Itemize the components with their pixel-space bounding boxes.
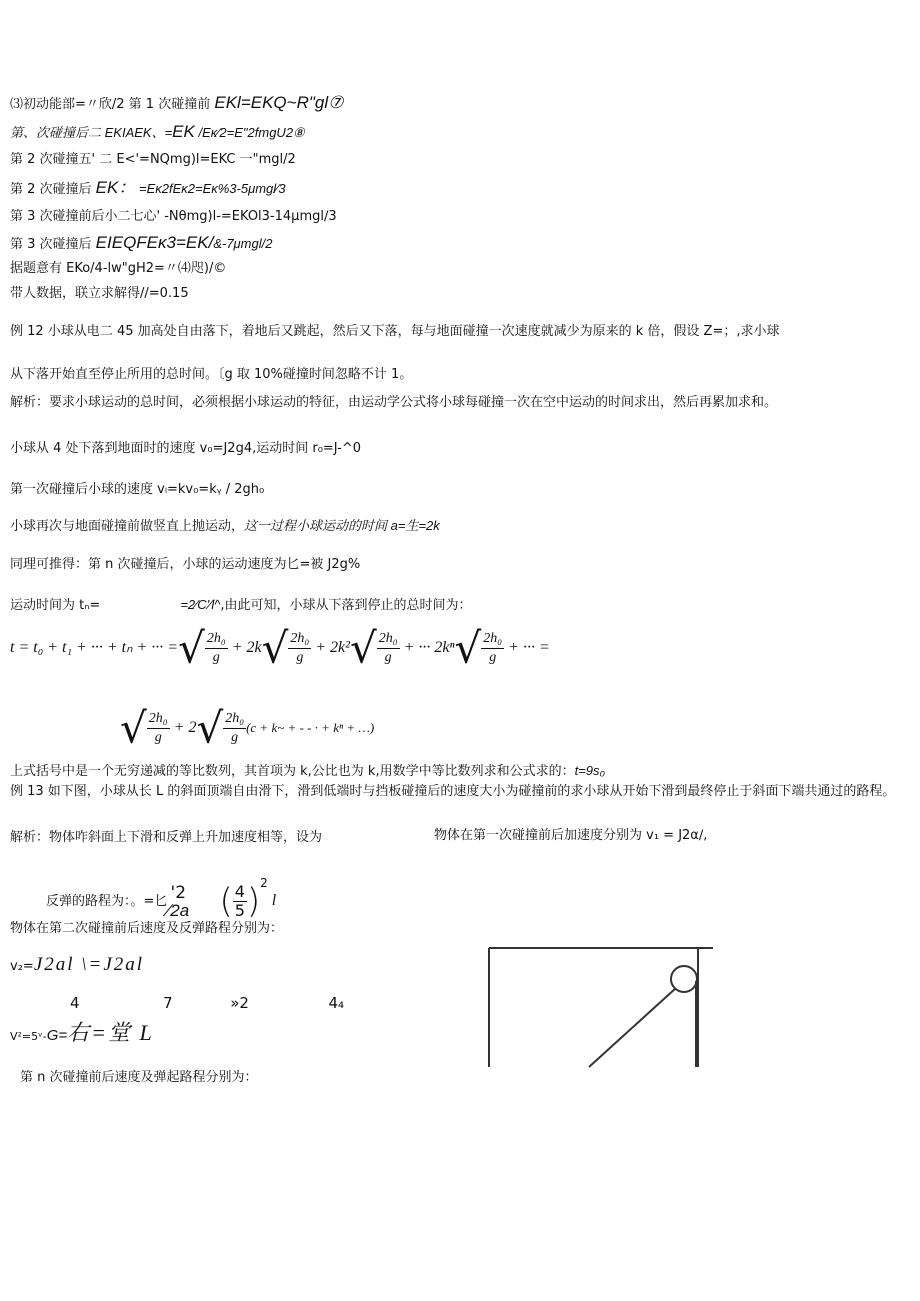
formula: 这一过程小球运动的时间 a=生=2k xyxy=(244,518,440,533)
formula: 右=堂 L xyxy=(67,1020,154,1045)
sqrt-icon: √ xyxy=(196,703,224,753)
text: ⑶初动能部=〃欣/2 第 1 次碰撞前 xyxy=(10,97,215,112)
v2-squared xyxy=(10,1020,154,1046)
formula: /Eκ∕2=E"2fmgU2⑧ xyxy=(194,125,305,140)
term: + 2k² xyxy=(315,639,350,656)
vertical-throw xyxy=(10,517,440,536)
line-energy-7: 据题意有 EKo/4-lw"gH2=〃⑷咫)/© xyxy=(10,261,227,276)
line-energy-3: 第 2 次碰撞五' 二 E<'=NQmg)l=EKC 一"mgl/2 xyxy=(10,152,296,167)
fraction xyxy=(481,630,504,667)
formula: EKl=EKQ~R"gl⑦ xyxy=(214,93,344,112)
number: 7 xyxy=(163,994,173,1012)
line-result: 带人数据，联立求解得//=0.15 xyxy=(10,286,189,301)
text: 第、次碰撞后二 EKIAEK、= xyxy=(10,125,173,140)
line-energy-1 xyxy=(10,94,343,114)
text: 第 2 次碰撞后 xyxy=(10,182,96,197)
geometric-series xyxy=(10,762,605,781)
rebound-distance xyxy=(46,858,276,927)
velocity-v0: 小球从 4 处下落到地面时的速度 v₀=J2g4,运动时间 r₀=J-^0 xyxy=(10,441,362,456)
nth-collision-path: 第 n 次碰撞前后速度及弹起路程分别为： xyxy=(20,1070,258,1085)
second-collision: 物体在第二次碰撞前后速度及反弹路程分别为： xyxy=(10,921,284,936)
sqrt-icon: √ xyxy=(178,623,205,673)
fraction xyxy=(288,630,311,667)
fraction xyxy=(377,630,400,667)
formula: =Eκ2fEκ2=Eκ%3-5μmgl∕3 xyxy=(135,181,286,196)
line-energy-6 xyxy=(10,234,272,254)
example-12-question-cont: 从下落开始直至停止所用的总时间。〔g 取 10%碰撞时间忽略不计 1。 xyxy=(10,367,413,382)
number: 4₄ xyxy=(328,994,345,1012)
sum-equation-2 xyxy=(120,700,374,756)
paren-right-icon: ) xyxy=(246,881,261,922)
text: 反弹的路程为：。=匕 xyxy=(46,894,168,909)
term: + 2 xyxy=(173,719,197,736)
text: 上式括号中是一个无穷递减的等比数列，其首项为 k,公比也为 k,用数学中等比数列求和公式求的： xyxy=(10,764,575,779)
fraction xyxy=(167,884,189,920)
numerator: 2h₀ xyxy=(377,630,400,649)
line-energy-4 xyxy=(10,179,286,199)
numerator: 2h₀ xyxy=(223,710,246,729)
number-row xyxy=(70,994,344,1012)
denominator: 5 xyxy=(234,901,245,920)
line-energy-2 xyxy=(10,123,305,143)
number: 4 xyxy=(70,994,80,1012)
sum-terms: t = t₀ + t₁ + ··· + tₙ + ··· = xyxy=(10,639,179,656)
v2-line xyxy=(10,956,144,976)
number: »2 xyxy=(230,994,249,1012)
denominator: g xyxy=(489,649,497,665)
fraction xyxy=(233,883,247,920)
formula: J2al \=J2al xyxy=(33,954,145,975)
sqrt-icon: √ xyxy=(120,703,147,753)
example-13-question: 例 13 如下图，小球从长 L 的斜面顶端自由滑下，滑到低端时与挡板碰撞后的速度大小为碰撞前的求小球从开始下滑到最终停止于斜面下端共通过的路程。 xyxy=(10,784,896,799)
formula: G= xyxy=(46,1027,68,1044)
series: (c + k~ + - - · + kⁿ + …) xyxy=(246,720,375,735)
term: + 2k xyxy=(231,639,262,656)
formula: EK： xyxy=(95,178,136,197)
denominator: g xyxy=(212,649,220,665)
formula: t=9s₀ xyxy=(574,763,606,778)
formula: EK xyxy=(172,122,195,141)
sqrt-icon: √ xyxy=(349,623,377,673)
example-13-analysis: 解析：物体咋斜面上下滑和反弹上升加速度相等，设为 xyxy=(10,830,323,845)
velocity-v1: 第一次碰撞后小球的速度 vₗ=kv₀=kᵧ / 2gh₀ xyxy=(10,482,265,497)
fraction xyxy=(223,710,246,747)
numerator: 2h₀ xyxy=(147,710,170,729)
term: + ··· = xyxy=(508,639,550,656)
nth-collision: 同理可推得：第 n 次碰撞后，小球的运动速度为匕=被 J2g% xyxy=(10,557,361,572)
numerator: '2 xyxy=(170,882,187,903)
fraction xyxy=(147,710,170,747)
denominator: g xyxy=(384,649,392,665)
formula: &-7μmgl/2 xyxy=(213,236,273,251)
text: v₂= xyxy=(10,959,34,974)
denominator: ∕2a xyxy=(167,900,190,920)
denominator: g xyxy=(231,729,239,745)
numerator: 2h₀ xyxy=(288,630,311,649)
numerator: 2h₀ xyxy=(205,630,228,649)
denominator: g xyxy=(154,729,162,745)
length-l: l xyxy=(271,892,277,909)
line-energy-5: 第 3 次碰撞前后小二七心' -Nθmg)l-=EKOl3-14μmgl∕3 xyxy=(10,209,337,224)
formula: =2∕C'∕l^ xyxy=(180,597,221,612)
text: 运动时间为 tₙ= xyxy=(10,598,101,613)
numerator: 4 xyxy=(234,882,245,901)
time-tn xyxy=(10,596,471,615)
incline-figure xyxy=(486,945,716,1070)
text: 小球再次与地面碰撞前做竖直上抛运动， xyxy=(10,519,245,534)
text: 第 3 次碰撞后 xyxy=(10,237,96,252)
sqrt-icon: √ xyxy=(261,623,289,673)
formula: EIEQFEκ3=EK/ xyxy=(95,233,214,252)
sum-equation-1 xyxy=(10,620,550,676)
example-12-analysis: 解析：要求小球运动的总时间，必须根据小球运动的特征，由运动学公式将小球每碰撞一次在空中运动的时间求出，然后再累加求和。 xyxy=(10,395,778,410)
example-13-velocity: 物体在第一次碰撞前后加速度分别为 v₁ = J2α∕, xyxy=(434,828,708,843)
text: V²=5ᵛ- xyxy=(10,1030,47,1043)
denominator: g xyxy=(296,649,304,665)
example-12-question: 例 12 小球从电二 45 加高处自由落下，着地后又跳起，然后又下落，每与地面碰撞一次速度就减少为原来的 k 倍，假设 Z=；,求小球 xyxy=(10,324,780,339)
exponent: 2 xyxy=(260,876,268,890)
sqrt-icon: √ xyxy=(454,623,482,673)
term: + ··· 2kⁿ xyxy=(403,639,455,656)
fraction xyxy=(205,630,228,667)
numerator: 2h₀ xyxy=(481,630,504,649)
text: ,由此可知，小球从下落到停止的总时间为： xyxy=(220,598,472,613)
paren-left-icon: ( xyxy=(219,881,233,922)
incline-slope xyxy=(589,988,676,1067)
